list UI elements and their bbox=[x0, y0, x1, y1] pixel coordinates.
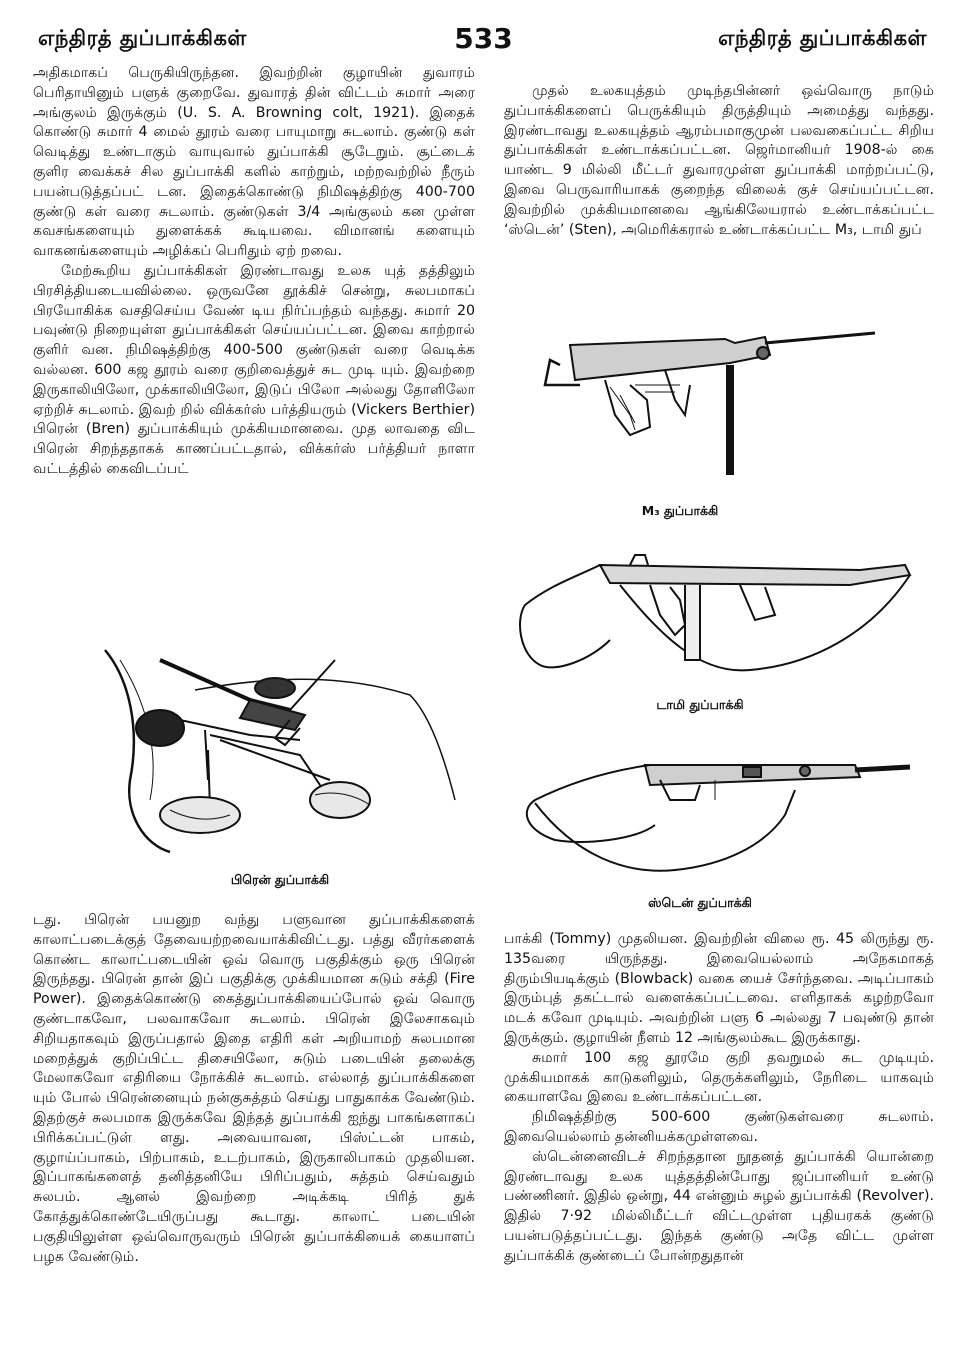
left-column-top bbox=[33, 64, 475, 480]
right-column-top bbox=[504, 82, 934, 240]
left-column-bottom bbox=[33, 911, 475, 1267]
m3-caption: M₃ துப்பாக்கி bbox=[641, 503, 719, 518]
running-head-right: எந்திரத் துப்பாக்கிகள் bbox=[718, 26, 927, 50]
page-number: 533 bbox=[454, 22, 513, 55]
right-column-bottom bbox=[504, 930, 934, 1267]
bren-caption: பிரென் துப்பாக்கி bbox=[230, 872, 330, 887]
sten-caption: ஸ்டென் துப்பாக்கி bbox=[648, 895, 752, 910]
paragraph: அதிகமாகப் பெருகியிருந்தன. இவற்றின் குழாயின் துவாரம் பெரிதாயினும் பளுக் குறைவே. துவாரத் தின் விட்டம் சுமார் அரை அங்குலம் இருக்கும் (U. S. A. Browning colt, 1921). இதைக் கொண்டு சுமார் 4 மைல் தூரம் வரை பாயுமாறு சுடலாம். குண்டு கள் வெடித்து உண்டாகும் வாயுவால் துப்பாக்கி சூடேறும். சூட்டைக் குளிர வைக்கச் சில துப்பாக்கி களில் காற்றும், மற்றவற்றில் நீரும் பயன்படுத்தப்பட் டன. இதைக்கொண்டு நிமிஷத்திற்கு 400-700 குண்டு கள் வரை சுடலாம். குண்டுகள் 3/4 அங்குலம் கன முள்ள கவசங்களையும் துளைக்கக் கூடியவை. விமானங் களையும் வாகனங்களையும் அழிக்கப் பெரிதும் ஏற் றவை. bbox=[33, 65, 475, 260]
paragraph: முதல் உலகயுத்தம் முடிந்தபின்னர் ஒவ்வொரு நாடும் துப்பாக்கிகளைப் பெருக்கியும் திருத்தியும் அமைத்து வந்தது. இரண்டாவது உலகயுத்தம் ஆரம்பமாகுமுன் பலவகைப்பட்ட சிறிய துப்பாக்கிகள் உண்டாக்கப்பட்டன. ஜெர்மானியர் 1908-ல் கை யாண்ட 9 மில்லி மீட்டர் துவாரமுள்ள துப்பாக்கி மாற்றப்பட்டு, இவை பெருவாரியாகக் குறைந்த விலைக் குச் செய்யப்பட்டன. இவற்றில் முக்கியமானவை ஆங்கிலேயரால் உண்டாக்கப்பட்ட ‘ஸ்டென்’ (Sten), அமெரிக்கரால் உண்டாக்கப்பட்ட M₃, டாமி துப் bbox=[504, 83, 934, 238]
paragraph: மேற்கூறிய துப்பாக்கிகள் இரண்டாவது உலக யுத் தத்திலும் பிரசித்தியடையவில்லை. ஒருவனே தூக்கிச் சென்று, சுலபமாகப் பிரயோகிக்க வசதிசெய்ய வேண் டிய நிர்ப்பந்தம் வந்தது. சுமார் 20 பவுண்டு நிறையுள்ள துப்பாக்கிகள் செய்யப்பட்டன. இவை காற்றால் குளிர் வன. நிமிஷத்திற்கு 400-500 குண்டுகள் வரை வெடிக்க வல்லன. 600 கஜ தூரம் வரை குறிவைத்துச் சுட முடி யும். இவற்றை இருகாலியிலோ, முக்காலியிலோ, இடுப் பிலோ அல்லது தோளிலோ ஏற்றிச் சுடலாம். இவற் றில் விக்கர்ஸ் பர்த்தியரும் (Vickers Berthier) பிரென் (Bren) துப்பாக்கியும் முக்கியமானவை. முத லாவதை விட பிரென் சிறந்ததாகக் காணப்பட்டதால், விக்கர்ஸ் பர்த்தியர் நாளா வட்டத்தில் கைவிடப்பட் bbox=[33, 262, 475, 477]
paragraph: டது. பிரென் பயனுற வந்து பளுவான துப்பாக்கிகளைக் காலாட்படைக்குத் தேவையற்றவையாக்கிவிட்டது. பத்து வீரர்களைக் கொண்ட காலாட்படையின் ஒவ் வொரு பகுதிக்கும் ஒரு பிரென் இருந்தது. பிரென் தான் இப் பகுதிக்கு முக்கியமான சுடும் சக்தி (Fire Power). இதைக்கொண்டு கைத்துப்பாக்கியைப்போல் ஒவ் வொரு குண்டாகவோ, பலவாகவோ சுடலாம். பிரென் இலேசாகவும் சிறியதாகவும் இருப்பதால் இதை எதிரி கள் அறியாமற் சுலபமான மறைத்துக் குறிப்பிட்ட திசையிலோ, சுடும் படையின் தலைக்கு மேலாகவோ எதிரியை நோக்கிச் சுடலாம். எல்லாத் துப்பாக்கிகளை யும் போல் பிரென்னையும் நன்குசுத்தம் செய்து பாதுகாக்க வேண்டும். இதற்குச் சுலபமாக இருக்கவே இந்தத் துப்பாக்கி ஐந்து பாகங்களாகப் பிரிக்கப்பட்டுள் ளது. அவையாவன, பிஸ்ட்டன் பாகம், குழாய்ப்பாகம், பிற்பாகம், உடற்பாகம், இருகாலிபாகம் முதலியன. இப்பாகங்களைத் தனித்தனியே பிரிப்பதும், சுத்தம் செய்வதும் சுலபம். ஆனல் இவற்றை அடிக்கடி பிரித் துக் கோத்துக்கொண்டேயிருப்பது கூடாது. காலாட் படையின் பகுதியிலுள்ள ஒவ்வொருவரும் பிரென் துப்பாக்கியைக் கையாளப் பழக வேண்டும். bbox=[33, 912, 475, 1265]
paragraph: சுமார் 100 கஜ தூரமே குறி தவறுமல் சுட முடியும். முக்கியமாகக் காடுகளிலும், தெருக்களிலும், நேரிடை யாகவும் கையாளவே இவை உண்டாக்கப்பட்டன. bbox=[504, 1049, 934, 1106]
sten-gun-illustration bbox=[515, 745, 915, 885]
running-head-left: எந்திரத் துப்பாக்கிகள் bbox=[38, 26, 247, 50]
paragraph: நிமிஷத்திற்கு 500-600 குண்டுகள்வரை சுடலாம். இவையெல்லாம் தன்னியக்கமுள்ளவை. bbox=[504, 1109, 934, 1145]
m3-gun-illustration bbox=[535, 325, 885, 490]
tommy-caption: டாமி துப்பாக்கி bbox=[656, 697, 744, 712]
paragraph: ஸ்டென்னைவிடச் சிறந்ததான நூதனத் துப்பாக்கி யொன்றை இரண்டாவது உலக யுத்தத்தின்போது ஜப்பானியர் உண்டு பண்ணினர். இதில் ஒன்று, 44 என்னும் சுழல் துப்பாக்கி (Revolver). இதில் 7·92 மில்லிமீட்டர் விட்டமுள்ள புதியரகக் குண்டு பயன்படுத்தப்பட்டது. இந்தக் குண்டு அதே விட்ட முள்ள துப்பாக்கிக் குண்டைப் போன்றதுதான் bbox=[504, 1148, 934, 1264]
tommy-gun-illustration bbox=[510, 545, 920, 680]
bren-gun-illustration bbox=[100, 640, 460, 855]
paragraph: பாக்கி (Tommy) முதலியன. இவற்றின் விலை ரூ. 45 லிருந்து ரூ. 135வரை யிருந்தது. இவையெல்லாம் அநேகமாகத் திரும்பியடிக்கும் (Blowback) வகை யைச் சேர்ந்தவை. அடிப்பாகம் இரும்புத் தகட்டால் வளைக்கப்பட்டவை. எளிதாகக் கழற்றவோ மடக் கவோ முடியும். அவற்றின் பளு 6 அல்லது 7 பவுண்டு தான் இருக்கும். குழாயின் நீளம் 12 அங்குலம்கூட இருக்காது. bbox=[504, 931, 934, 1046]
